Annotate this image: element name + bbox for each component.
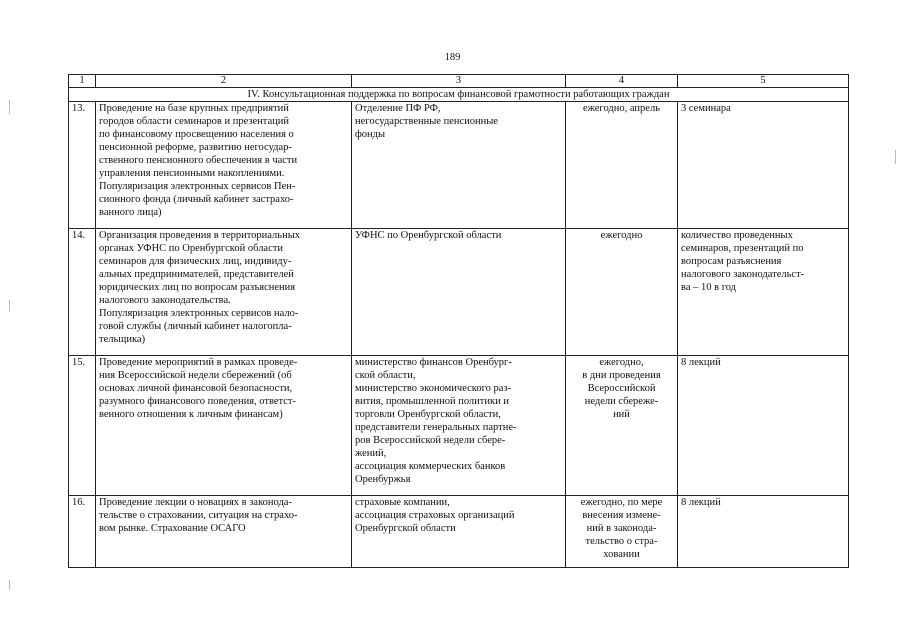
deadline-line: недели сбереже- [584,396,659,407]
activity-cell [96,229,352,356]
table-row [69,496,849,568]
result-cell [678,229,849,356]
responsible-line: представители генеральных партне- [355,422,517,433]
result-line: 8 лекций [681,497,721,508]
responsible-line: Оренбургской области [355,523,456,534]
deadline-line: в дни проведения [582,370,661,381]
page-number: 189 [444,52,461,63]
responsible-line: страховые компании, [355,497,450,508]
result-line: 3 семинара [681,103,731,114]
activity-line: пенсионной реформе, развитию негосудар- [99,142,292,153]
activity-line: Популяризация электронных сервисов нало- [99,308,299,319]
deadline-cell [566,102,678,229]
activity-line: Организация проведения в территориальных [99,230,300,241]
result-line: налогового законодательст- [681,269,805,280]
deadline-line: ежегодно [600,230,643,241]
deadline-line: Всероссийской [587,383,656,394]
activity-line: по финансовому просвещению населения о [99,129,294,140]
activity-line: Проведение на базе крупных предприятий [99,103,289,114]
deadline-line: ний в законода- [586,523,657,534]
deadline-cell [566,496,678,568]
header-cell: 1 [69,75,96,88]
activity-cell [96,102,352,229]
result-cell [678,102,849,229]
activity-line: ния Всероссийской недели сбережений (об [99,370,292,381]
deadline-line: ежегодно, [599,357,644,368]
header-cell: 3 [352,75,566,88]
activity-line: тельстве о страховании, ситуация на страхо- [99,510,298,521]
header-cell: 2 [96,75,352,88]
row-number: 15. [69,356,96,496]
activity-line: тельщика) [99,334,146,345]
table-row [69,102,849,229]
result-line: 8 лекций [681,357,721,368]
responsible-line: ассоциация коммерческих банков [355,461,506,472]
row-number: 14. [69,229,96,356]
section-row [69,88,849,102]
row-number: 13. [69,102,96,229]
section-title: IV. Консультационная поддержка по вопросам финансовой грамотности работающих граждан [69,88,849,102]
scan-margin-mark [9,100,10,114]
activity-line: семинаров для физических лиц, индивиду- [99,256,292,267]
scan-margin-mark [895,150,896,164]
result-cell [678,356,849,496]
responsible-line: министерство финансов Оренбург- [355,357,512,368]
responsible-line: фонды [355,129,386,140]
responsible-cell [352,229,566,356]
responsible-line: негосударственные пенсионные [355,116,498,127]
activity-cell [96,356,352,496]
deadline-line: ховании [603,549,640,560]
responsible-line: министерство экономического раз- [355,383,512,394]
activity-line: ственного пенсионного обеспечения в части [99,155,298,166]
activity-line: Проведение лекции о новациях в законода- [99,497,292,508]
table-row [69,229,849,356]
activity-line: налогового законодательства. [99,295,231,306]
scan-margin-mark [9,580,10,590]
header-cell: 5 [678,75,849,88]
activities-table [68,74,849,568]
table-row [69,356,849,496]
activity-line: вом рынке. Страхование ОСАГО [99,523,246,534]
activity-line: альных предпринимателей, представителей [99,269,294,280]
deadline-line: внесения измене- [582,510,661,521]
result-line: ва – 10 в год [681,282,737,293]
responsible-line: жений, [355,448,387,459]
result-line: количество проведенных [681,230,793,241]
deadline-cell [566,229,678,356]
activity-line: Проведение мероприятий в рамках проведе- [99,357,298,368]
activity-line: ванного лица) [99,207,162,218]
activity-line: Популяризация электронных сервисов Пен- [99,181,296,192]
header-cell: 4 [566,75,678,88]
activity-line: венного отношения к личным финансам) [99,409,283,420]
deadline-line: ний [613,409,630,420]
activity-line: органах УФНС по Оренбургской области [99,243,283,254]
activity-line: юридических лиц по вопросам разъяснения [99,282,296,293]
activity-line: разумного финансового поведения, ответст- [99,396,296,407]
activity-line: говой службы (личный кабинет налогопла- [99,321,292,332]
row-number: 16. [69,496,96,568]
result-cell [678,496,849,568]
scan-margin-mark [9,300,10,312]
responsible-cell [352,496,566,568]
responsible-line: ассоциация страховых организаций [355,510,515,521]
responsible-line: ской области, [355,370,416,381]
table-header-row [69,75,849,88]
activity-line: городов области семинаров и презентаций [99,116,290,127]
activity-cell [96,496,352,568]
responsible-line: ров Всероссийской недели сбере- [355,435,506,446]
activity-line: управления пенсионными накоплениями. [99,168,285,179]
activity-line: сионного фонда (личный кабинет застрахо- [99,194,294,205]
deadline-line: ежегодно, по мере [580,497,663,508]
result-line: вопросам разъяснения [681,256,782,267]
responsible-cell [352,102,566,229]
deadline-cell [566,356,678,496]
responsible-line: торговли Оренбургской области, [355,409,501,420]
responsible-cell [352,356,566,496]
responsible-line: Отделение ПФ РФ, [355,103,441,114]
responsible-line: вития, промышленной политики и [355,396,509,407]
responsible-line: Оренбуржья [355,474,411,485]
result-line: семинаров, презентаций по [681,243,804,254]
deadline-line: тельство о стра- [585,536,658,547]
responsible-line: УФНС по Оренбургской области [355,230,502,241]
deadline-line: ежегодно, апрель [583,103,660,114]
activity-line: основах личной финансовой безопасности, [99,383,293,394]
